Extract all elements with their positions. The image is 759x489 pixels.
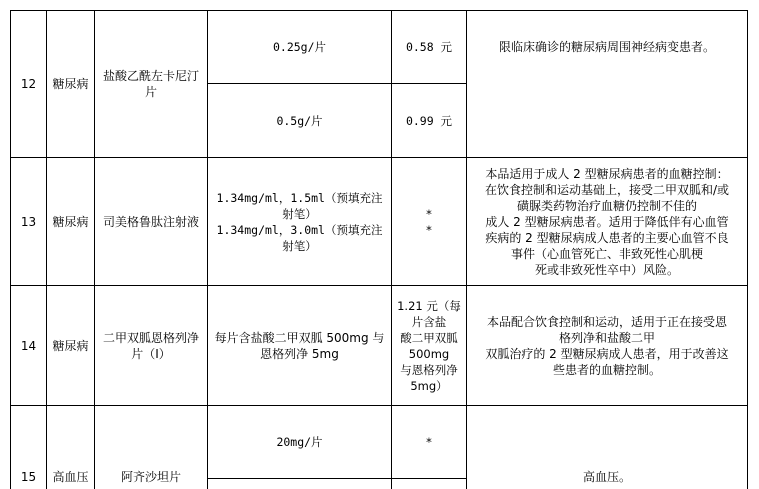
scope-line: 疾病的 2 型糖尿病成人患者的主要心血管不良 — [485, 230, 729, 245]
scope-line: 磺脲类药物治疗血糖仍控制不佳的 — [516, 198, 697, 213]
price-line: * — [425, 222, 433, 237]
scope-cell — [467, 158, 747, 285]
scope-line: 双胍治疗的 2 型糖尿病成人患者，用于改善这 — [485, 346, 729, 361]
drug-name-cell: 阿齐沙坦片 — [120, 470, 181, 484]
scope-line: 本品配合饮食控制和运动，适用于正在接受恩 — [486, 314, 727, 329]
scope-cell: 高血压。 — [582, 470, 631, 484]
price-line: 500mg — [408, 346, 450, 361]
spec-line: 1.34mg/ml，1.5ml（预填充注射笔） — [216, 190, 383, 221]
scope-line: 死或非致死性卒中）风险。 — [534, 262, 679, 277]
spec-line: 1.34mg/ml，3.0ml（预填充注射笔） — [216, 222, 383, 253]
row-border — [207, 478, 466, 479]
spec-cell — [208, 158, 391, 285]
scope-cell — [467, 286, 747, 405]
drug-name-cell: 司美格鲁肽注射液 — [103, 214, 200, 229]
scope-line: 在饮食控制和运动基础上，接受二甲双胍和/或 — [484, 182, 730, 197]
spec-cell: 每片含盐酸二甲双胍 500mg 与恩格列净 5mg — [214, 330, 385, 361]
price-cell — [392, 286, 466, 405]
drug-name-cell: 盐酸乙酰左卡尼汀片 — [103, 69, 200, 99]
spec-cell: 0.5g/片 — [276, 113, 323, 128]
price-cell: 0.99 元 — [405, 113, 453, 128]
disease-cell: 糖尿病 — [52, 338, 89, 353]
scope-cell: 限临床确诊的糖尿病周围神经病变患者。 — [498, 40, 715, 54]
scope-line: 成人 2 型糖尿病患者。适用于降低伴有心血管 — [485, 214, 729, 229]
row-number: 12 — [20, 77, 37, 91]
scope-line: 些患者的血糖控制。 — [552, 362, 661, 377]
disease-cell: 高血压 — [52, 470, 89, 484]
spec-cell: 0.25g/片 — [272, 40, 327, 54]
price-cell: * — [425, 435, 433, 449]
price-line: 与恩格列净 — [400, 362, 458, 377]
disease-cell: 糖尿病 — [52, 77, 89, 91]
price-cell — [392, 158, 466, 285]
row-number: 13 — [20, 214, 37, 229]
spec-cell: 20mg/片 — [276, 435, 323, 449]
column-border — [747, 10, 748, 489]
scope-line: 本品适用于成人 2 型糖尿病患者的血糖控制： — [485, 166, 729, 181]
drug-name-cell: 二甲双胍恩格列净片（Ⅰ） — [103, 330, 200, 361]
scope-line: 格列净和盐酸二甲 — [558, 330, 655, 345]
price-line: 1.21 元（每 — [397, 298, 461, 313]
disease-cell: 糖尿病 — [52, 214, 89, 229]
row-number: 15 — [20, 470, 37, 484]
price-cell: 0.58 元 — [405, 40, 453, 54]
price-line: 5mg） — [410, 378, 448, 393]
scope-line: 事件（心血管死亡、非致死性心肌梗 — [510, 246, 703, 261]
price-line: * — [425, 206, 433, 221]
price-line: 酸二甲双胍 — [400, 330, 458, 345]
row-number: 14 — [20, 338, 37, 353]
price-line: 片含盐 — [411, 314, 447, 329]
